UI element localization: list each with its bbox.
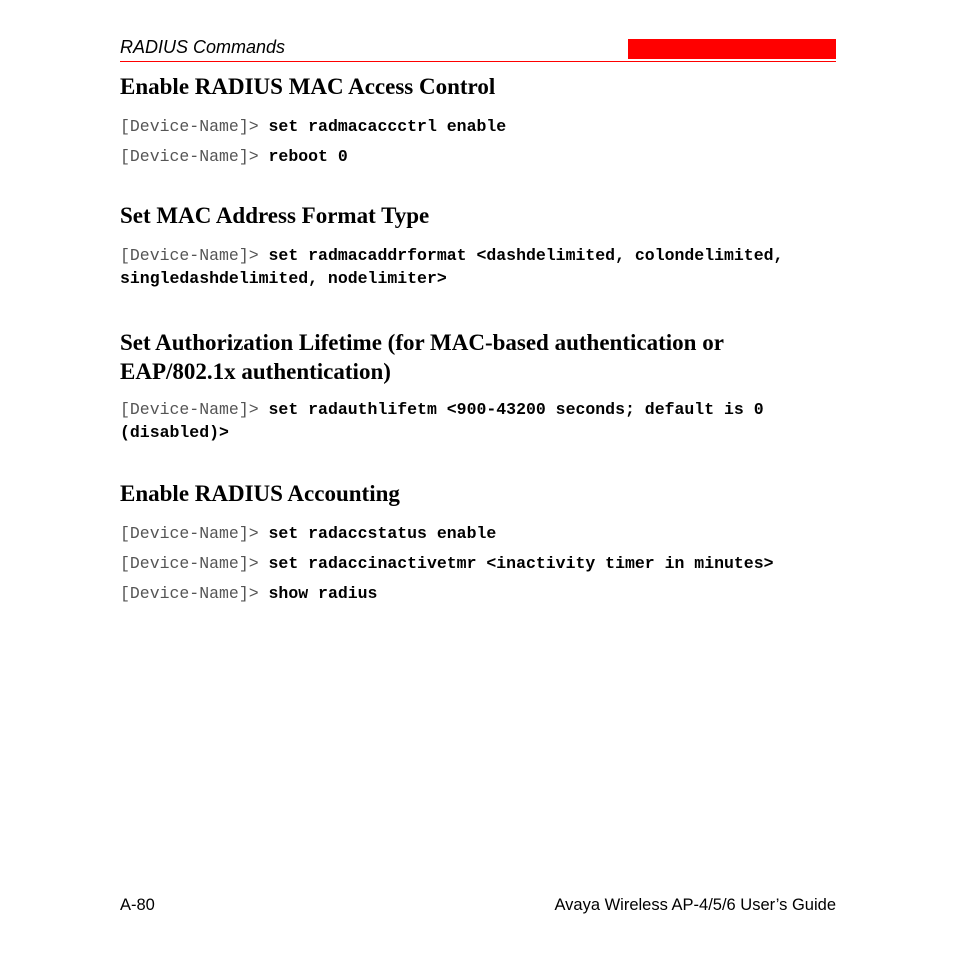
command-line [120,145,836,168]
section-heading: Set Authorization Lifetime (for MAC-based authentication or EAP/802.1x authentication) [120,330,724,384]
command-prompt: [Device-Name]> [120,584,259,603]
section-heading: Enable RADIUS Accounting [120,481,400,506]
command-line [120,244,836,290]
command-line [120,115,836,138]
page-content [120,72,836,605]
section-heading: Set MAC Address Format Type [120,203,430,228]
command-line [120,398,836,444]
section-authorization-lifetime [120,328,836,444]
command-prompt: [Device-Name]> [120,246,259,265]
header-rule [120,61,836,62]
header-title: RADIUS Commands [120,37,286,57]
command-text: set radaccinactivetmr <inactivity timer in minutes> [268,554,774,573]
command-prompt: [Device-Name]> [120,524,259,543]
section-heading: Enable RADIUS MAC Access Control [120,74,496,99]
header-red-bar [628,39,836,59]
command-text: set radaccstatus enable [268,524,497,543]
command-text: show radius [268,584,378,603]
section-mac-address-format [120,201,836,290]
command-prompt: [Device-Name]> [120,117,259,136]
command-text: set radauthlifetm <900-43200 seconds; default is 0 (disabled)> [120,400,764,442]
command-prompt: [Device-Name]> [120,554,259,573]
command-line [120,522,836,545]
command-text: set radmacaddrformat <dashdelimited, colondelimited, singledashdelimited, nodelimiter> [120,246,784,288]
section-enable-mac-access-control [120,72,836,168]
command-text: reboot 0 [268,147,348,166]
page-number: A-80 [120,896,155,914]
section-enable-radius-accounting [120,479,836,605]
command-text: set radmacaccctrl enable [268,117,507,136]
command-line [120,552,836,575]
guide-title: Avaya Wireless AP-4/5/6 User’s Guide [554,896,836,914]
command-prompt: [Device-Name]> [120,147,259,166]
command-prompt: [Device-Name]> [120,400,259,419]
command-line [120,582,836,605]
